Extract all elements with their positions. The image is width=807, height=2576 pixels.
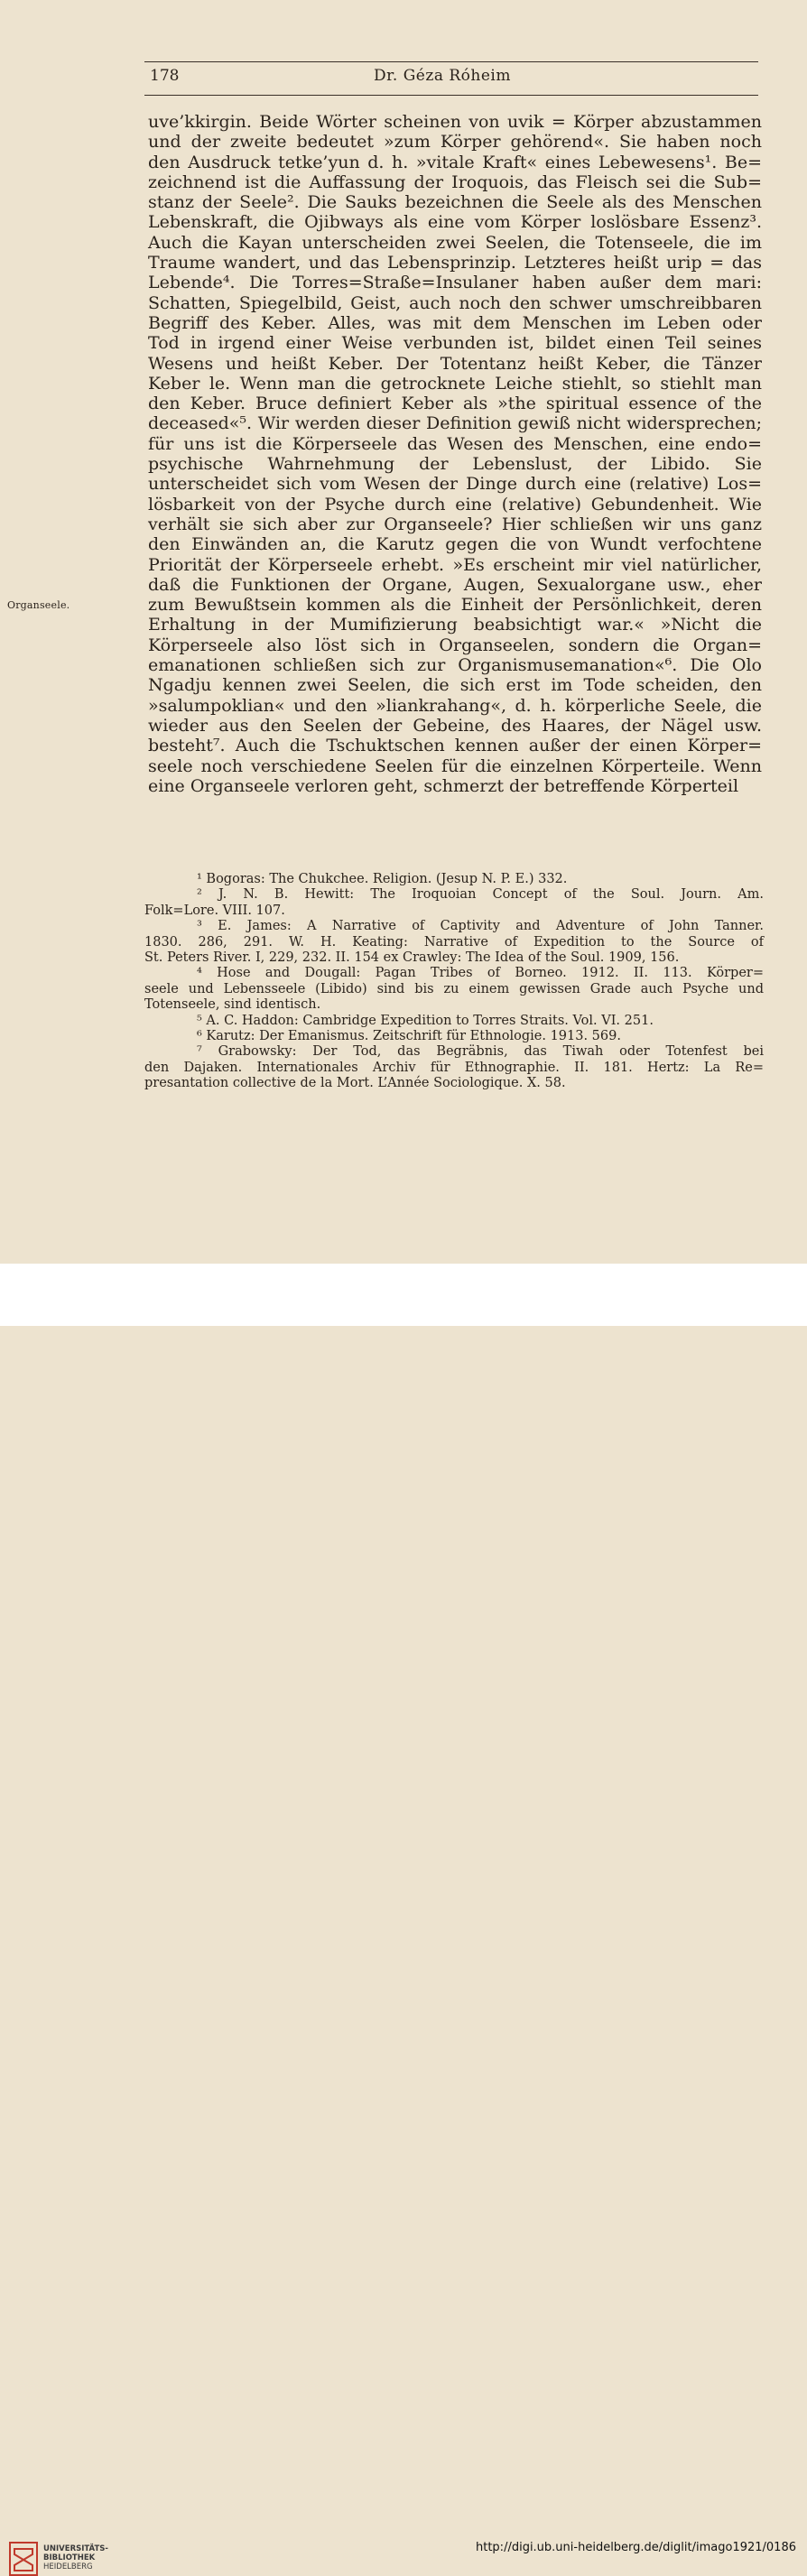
body-text-line: daß die Funktionen der Organe, Augen, Sexualorgane usw., eher [148, 574, 762, 595]
footnote-line: 1830. 286, 291. W. H. Keating: Narrative of Expedition to the Source of [144, 934, 764, 950]
body-text-line: lösbarkeit von der Psyche durch eine (relative) Gebundenheit. Wie [148, 494, 762, 514]
body-text-line: Körperseele also löst sich in Organseelen, sondern die Organ= [148, 635, 762, 655]
footnote-2 [144, 887, 764, 919]
body-text-line: den Keber. Bruce definiert Keber als »the spiritual essence of the [148, 394, 762, 414]
footnotes [144, 872, 764, 1092]
footnote-line: St. Peters River. I, 229, 232. II. 154 ex Crawley: The Idea of the Soul. 1909, 156. [144, 950, 680, 966]
footnote-1 [144, 872, 764, 887]
body-text-line: Schatten, Spiegelbild, Geist, auch noch den schwer umschreibbaren [148, 292, 762, 313]
footnote-line: den Dajaken. Internationales Archiv für Ethnographie. II. 181. Hertz: La Re= [144, 1060, 764, 1075]
footnote-line: ⁷ Grabowsky: Der Tod, das Begräbnis, das Tiwah oder Totenfest bei [197, 1044, 764, 1060]
footnote-line: ⁴ Hose and Dougall: Pagan Tribes of Borneo. 1912. II. 113. Körper= [197, 966, 764, 981]
footnote-line: ³ E. James: A Narrative of Captivity and Adventure of John Tanner. [197, 919, 764, 934]
body-text-line: psychische Wahrnehmung der Lebenslust, der Libido. Sie [148, 454, 762, 475]
body-text-line: verhält sie sich aber zur Organseele? Hier schließen wir uns ganz [148, 514, 762, 534]
running-head: Dr. Géza Róheim [374, 67, 511, 85]
body-text-line: Traume wandert, und das Lebensprinzip. Letzteres heißt urip = das [148, 253, 762, 273]
body-text-line: Erhaltung in der Mumifizierung beabsichtigt war.« »Nicht die [148, 615, 762, 635]
library-name-line-2: BIBLIOTHEK [43, 2553, 96, 2562]
body-text-line: besteht⁷. Auch die Tschuktschen kennen außer der einen Körper= [148, 736, 762, 756]
body-text-line: Priorität der Körperseele erhebt. »Es erscheint mir viel natürlicher, [148, 554, 762, 575]
footnote-line: ⁶ Karutz: Der Emanismus. Zeitschrift für Ethnologie. 1913. 569. [197, 1029, 621, 1044]
body-text-line: den Einwänden an, die Karutz gegen die von Wundt verfochtene [148, 534, 762, 555]
footnote-6 [144, 1029, 764, 1044]
body-text-line: Wesens und heißt Keber. Der Totentanz heißt Keber, die Tänzer [148, 353, 762, 374]
footnote-7 [144, 1044, 764, 1091]
footnote-line: presantation collective de la Mort. L’Année Sociologique. X. 58. [144, 1076, 566, 1091]
header-rule-bottom [144, 95, 758, 96]
body-text-line: zum Bewußtsein kommen als die Einheit der Persönlichkeit, deren [148, 595, 762, 616]
page-number: 178 [150, 67, 180, 85]
body-text-line: Begriff des Keber. Alles, was mit dem Menschen im Leben oder [148, 312, 762, 333]
body-text-line: uvе’kkirgin. Beide Wörter scheinen von uvik = Körper abzustammen [148, 112, 762, 132]
library-name-line-3: HEIDELBERG [43, 2562, 93, 2571]
body-text-line: und der zweite bedeutet »zum Körper gehörend«. Sie haben noch [148, 132, 762, 153]
body-text-line: den Ausdruck tetke’yun d. h. »vitale Kraft« eines Lebewesens¹. Be= [148, 152, 762, 172]
header-rule-top [144, 61, 758, 62]
body-text-line: deceased«⁵. Wir werden dieser Definition gewiß nicht widersprechen; [148, 413, 762, 434]
library-name-line-1: UNIVERSITÄTS- [43, 2544, 108, 2553]
body-text-line: wieder aus den Seelen der Gebeine, des Haares, der Nägel usw. [148, 715, 762, 736]
body-text [148, 112, 762, 796]
body-text-line: seele noch verschiedene Seelen für die einzelnen Körperteile. Wenn [148, 755, 762, 776]
margin-note: Organseele. [7, 599, 70, 611]
body-text-line: stanz der Seele². Die Sauks bezeichnen die Seele als des Menschen [148, 192, 762, 213]
body-text-line: Ngadju kennen zwei Seelen, die sich erst im Tode scheiden, den [148, 675, 762, 696]
body-text-line: Tod in irgend einer Weise verbunden ist, bildet einen Teil seines [148, 333, 762, 354]
footnote-3 [144, 919, 764, 966]
body-text-line: eine Organseele verloren geht, schmerzt der betreffende Körperteil [148, 775, 739, 796]
viewer-footer-bar [0, 1264, 807, 2571]
footnote-4 [144, 966, 764, 1013]
footnote-line: Totenseele, sind identisch. [144, 997, 321, 1013]
body-text-line: Lebende⁴. Die Torres=Straße=Insulaner haben außer dem mari: [148, 273, 762, 293]
body-text-line: für uns ist die Körperseele das Wesen des Menschen, eine endo= [148, 433, 762, 454]
library-name [43, 2544, 108, 2571]
heidelberg-library-logo-icon[interactable] [9, 2542, 38, 2576]
body-text-line: Lebenskraft, die Ojibways als eine vom Körper loslösbare Essenz³. [148, 212, 762, 233]
body-text-line: »salumpoklian« und den »liankrahang«, d. h. körperliche Seele, die [148, 695, 762, 716]
footnote-line: Folk=Lore. VIII. 107. [144, 903, 285, 918]
body-text-line: unterscheidet sich vom Wesen der Dinge durch eine (relative) Los= [148, 474, 762, 495]
body-text-line: emanationen schließen sich zur Organismusemanation«⁶. Die Olo [148, 655, 762, 676]
body-text-line: Keber le. Wenn man die getrocknete Leiche stiehlt, so stiehlt man [148, 373, 762, 394]
footnote-line: seele und Lebensseele (Libido) sind bis zu einem gewissen Grade auch Psyche und [144, 981, 764, 996]
footnote-line: ² J. N. B. Hewitt: The Iroquoian Concept of the Soul. Journ. Am. [197, 887, 764, 903]
footnote-5 [144, 1014, 764, 1029]
footnote-line: ¹ Bogoras: The Chukchee. Religion. (Jesup N. P. E.) 332. [197, 872, 568, 886]
body-text-line: zeichnend ist die Auffassung der Iroquois, das Fleisch sei die Sub= [148, 171, 762, 192]
page-url-link[interactable]: http://digi.ub.uni-heidelberg.de/diglit/imago1921/0186 [476, 2541, 796, 2554]
body-text-line: Auch die Kayan unterscheiden zwei Seelen, die Totenseele, die im [148, 232, 762, 253]
footnote-line: ⁵ A. C. Haddon: Cambridge Expedition to Torres Straits. Vol. VI. 251. [197, 1013, 654, 1028]
